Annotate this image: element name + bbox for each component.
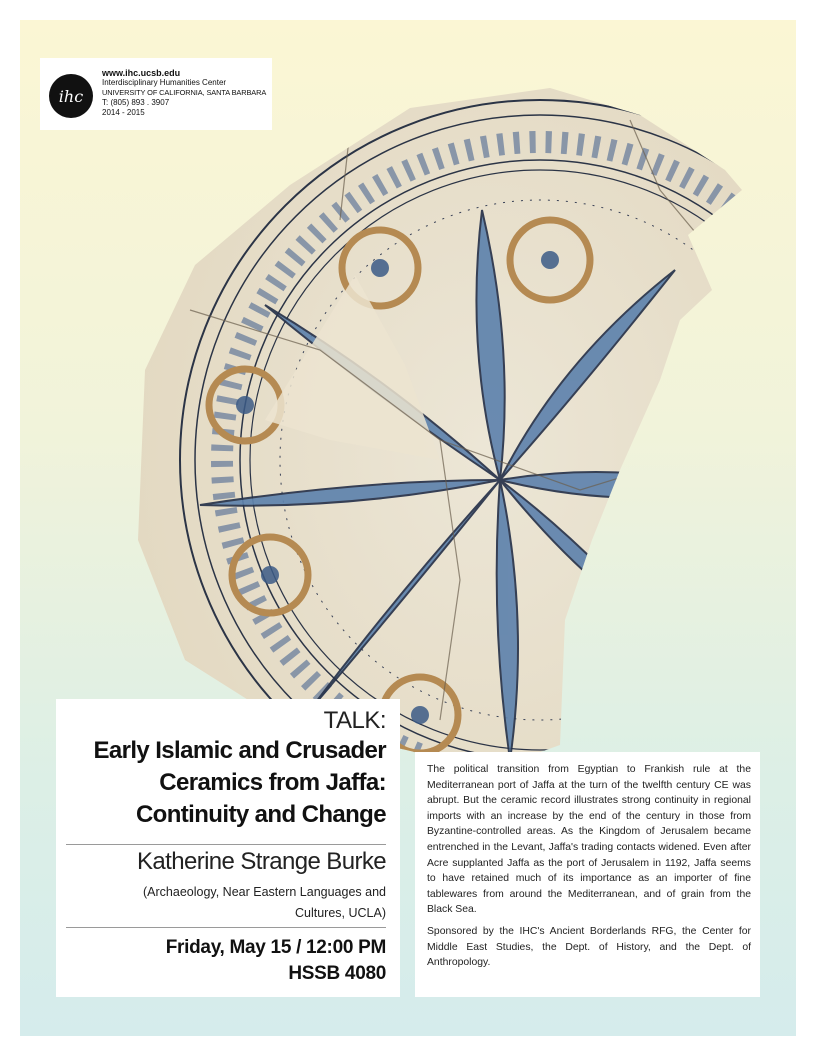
- description-panel: [415, 752, 760, 997]
- affiliation-line: Cultures, UCLA): [295, 906, 386, 920]
- talk-title-line: Ceramics from Jaffa:: [159, 769, 386, 796]
- center-name: Interdisciplinary Humanities Center: [102, 78, 227, 87]
- event-title-panel: [56, 699, 400, 997]
- academic-year: 2014 - 2015: [102, 108, 145, 117]
- poster: [20, 20, 796, 1036]
- sponsors-note: Sponsored by the IHC's Ancient Borderlands RFG, the Center for Middle East Studies, the Dept. of History, and the Dept. of Anthropology.: [427, 925, 751, 969]
- contact-info: [102, 68, 268, 118]
- speaker-name: Katherine Strange Burke: [136, 848, 386, 875]
- event-type-label: TALK:: [323, 707, 386, 734]
- ihc-logo-block: [40, 58, 272, 130]
- university-name: UNIVERSITY OF CALIFORNIA, SANTA BARBARA: [102, 88, 267, 97]
- website-link[interactable]: www.ihc.ucsb.edu: [102, 68, 181, 78]
- talk-abstract: The political transition from Egyptian to Frankish rule at the Mediterranean port of Jaffa at the turn of the twelfth century CE was abrupt. But the ceramic record illustrates strong continuity in regional imports with an increase by the end of the century in those from Byzantine-controlled areas. As the Kingdom of Jerusalem became entrenched in the Levant, Jaffa's trading contacts widened. Even after Acre supplanted Jaffa as the port of Jerusalem in 1192, Jaffa seems to have retained much of its importance as an importer of fine tablewares from around the Mediterranean, and of grain from the Black Sea.: [427, 764, 751, 916]
- phone-number: T: (805) 893 . 3907: [102, 98, 170, 107]
- divider: [66, 927, 386, 928]
- ihc-logo-icon: ihc: [49, 74, 93, 118]
- talk-title-line: Continuity and Change: [135, 801, 386, 828]
- talk-title: [66, 735, 386, 831]
- event-date-time: Friday, May 15 / 12:00 PM: [165, 937, 386, 958]
- talk-title-line: Early Islamic and Crusader: [93, 737, 386, 764]
- divider: [66, 844, 386, 845]
- affiliation-line: (Archaeology, Near Eastern Languages and: [143, 885, 386, 899]
- speaker-affiliation: [66, 882, 386, 924]
- event-location: HSSB 4080: [288, 963, 386, 984]
